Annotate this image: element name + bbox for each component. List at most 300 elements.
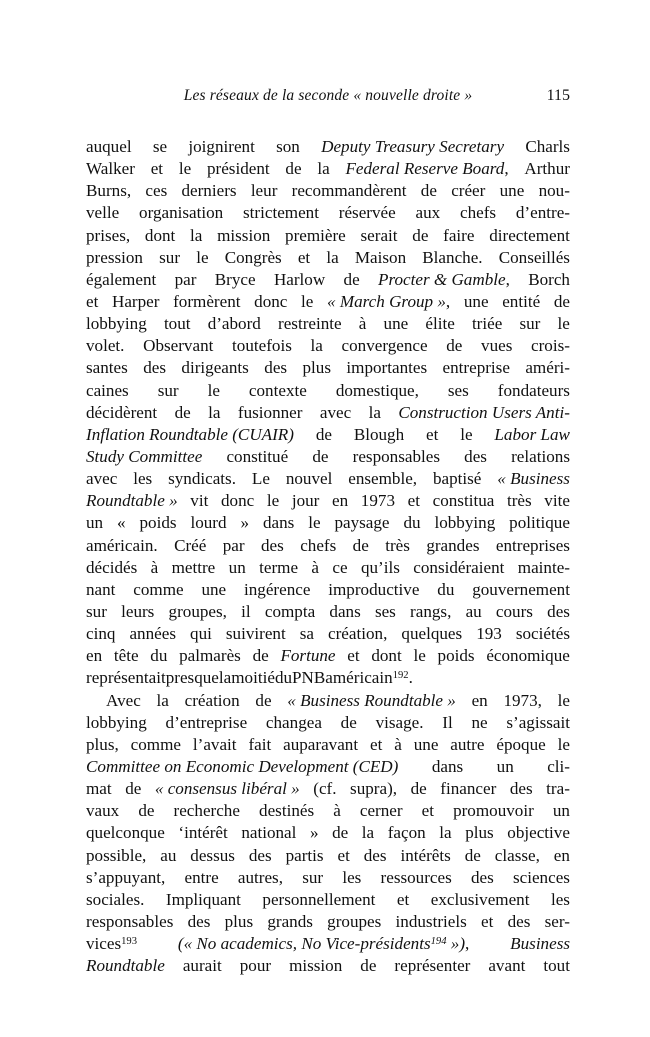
- text-word: exclusivement: [430, 889, 530, 909]
- text-word: de: [332, 823, 349, 843]
- text-word: et: [396, 889, 410, 909]
- text-word: entreprise: [442, 358, 510, 378]
- text-word: le: [460, 424, 473, 444]
- text-word: supra),: [350, 779, 398, 799]
- text-word: promouvoir: [453, 801, 534, 821]
- text-word: représenter: [394, 956, 471, 976]
- text-word: suivirent: [225, 624, 286, 644]
- text-word: dans: [329, 601, 361, 621]
- text-word: Maison: [354, 247, 407, 267]
- text-word: Burns,: [86, 181, 132, 201]
- text-line: [86, 490, 570, 512]
- text-word: pour: [239, 956, 272, 976]
- text-word: tête: [113, 646, 139, 666]
- text-word: vit: [190, 491, 209, 511]
- text-word: de: [446, 336, 463, 356]
- text-word: vaux: [86, 801, 120, 821]
- text-word: (cf.: [313, 779, 337, 799]
- text-word: il: [241, 601, 251, 621]
- text-word: sociétés: [515, 624, 570, 644]
- text-word: contexte: [248, 380, 307, 400]
- text-line: [86, 225, 570, 247]
- text-word: leur: [250, 181, 278, 201]
- text-word: des: [509, 779, 533, 799]
- text-word: domestique,: [335, 380, 419, 400]
- text-word: lobbying: [86, 314, 147, 334]
- text-word: Business: [510, 934, 570, 954]
- text-word: fondateurs: [497, 380, 570, 400]
- text-word: baptisé: [432, 469, 482, 489]
- text-word: mat: [86, 779, 112, 799]
- text-word: cours: [495, 601, 533, 621]
- text-word: compta: [264, 601, 316, 621]
- text-word: ressources: [380, 867, 452, 887]
- text-word: lobbying: [86, 712, 147, 732]
- text-line: [86, 955, 570, 977]
- text-word: syndicats.: [168, 469, 236, 489]
- text-word: aux: [415, 203, 441, 223]
- text-word: derniers: [181, 181, 237, 201]
- text-word: moitié: [231, 668, 275, 688]
- text-word: d’abord: [207, 314, 261, 334]
- text-word: Roundtable »: [86, 491, 178, 511]
- text-word: également: [86, 269, 157, 289]
- text-word: tout: [163, 314, 191, 334]
- text-word: de: [412, 225, 429, 245]
- text-word: le: [557, 314, 570, 334]
- text-word: entre: [184, 867, 219, 887]
- text-word: de: [553, 291, 570, 311]
- text-word: « consensus libéral »: [154, 779, 300, 799]
- text-line: [86, 357, 570, 379]
- text-word: Harper: [112, 291, 160, 311]
- text-word: les: [550, 889, 570, 909]
- text-word: Le: [251, 469, 270, 489]
- text-word: triée: [471, 314, 503, 334]
- running-head: [86, 87, 570, 109]
- text-word: responsables: [86, 911, 174, 931]
- text-line: [86, 667, 570, 689]
- text-word: groupes,: [168, 601, 227, 621]
- text-word: de: [464, 845, 481, 865]
- text-word: « Business: [497, 469, 570, 489]
- text-word: une: [383, 314, 409, 334]
- text-word: cerner: [359, 801, 403, 821]
- text-word: ne: [471, 712, 488, 732]
- text-line: [86, 136, 570, 158]
- text-word: dessus: [190, 845, 235, 865]
- text-word: des: [547, 601, 570, 621]
- text-word: d’entre-: [515, 203, 570, 223]
- text-word: le: [207, 380, 220, 400]
- text-word: plus: [224, 911, 254, 931]
- text-word: de: [255, 690, 272, 710]
- text-word: cinq: [86, 624, 116, 644]
- text-word: Blough: [353, 424, 405, 444]
- text-word: la: [368, 402, 381, 422]
- text-word: de: [252, 646, 269, 666]
- text-word: une: [499, 181, 525, 201]
- text-word: de: [315, 424, 332, 444]
- text-word: avec: [319, 402, 352, 422]
- text-word: lobbying: [434, 513, 496, 533]
- text-word: Fortune: [280, 646, 336, 666]
- text-word: la: [439, 823, 452, 843]
- text-word: 1973,: [503, 690, 542, 710]
- text-word: prises,: [86, 225, 131, 245]
- text-word: Construction Users Anti-: [398, 402, 570, 422]
- text-word: autre: [450, 734, 485, 754]
- text-word: Créé: [174, 535, 207, 555]
- text-word: une: [201, 579, 227, 599]
- text-word: de: [312, 446, 329, 466]
- text-word: dans: [431, 756, 464, 776]
- text-line: [86, 690, 570, 712]
- text-word: intérêts: [400, 845, 451, 865]
- text-line: [86, 269, 570, 291]
- text-word: ingérence: [243, 579, 311, 599]
- text-line: [86, 800, 570, 822]
- text-word: la: [361, 823, 375, 843]
- text-word: les: [342, 867, 362, 887]
- text-word: sur: [302, 867, 324, 887]
- text-line: [86, 601, 570, 623]
- text-word: le: [557, 690, 570, 710]
- text-word: »: [240, 513, 250, 533]
- text-word: ses: [447, 380, 469, 400]
- text-word: Walker: [86, 159, 135, 179]
- text-word: nouvel: [285, 469, 333, 489]
- text-word: strictement: [243, 203, 319, 223]
- text-line: [86, 535, 570, 557]
- text-word: quelconque: [86, 823, 165, 843]
- text-word: Study Committee: [86, 446, 203, 466]
- text-word: »: [309, 823, 319, 843]
- text-word: des: [264, 358, 288, 378]
- text-word: personnellement: [262, 889, 376, 909]
- text-word: Blanche.: [422, 247, 483, 267]
- text-word: représentait: [86, 668, 166, 688]
- text-word: Bryce: [214, 269, 256, 289]
- text-word: considéraient: [413, 557, 505, 577]
- text-word: dans: [262, 513, 295, 533]
- text-word: de: [285, 159, 302, 179]
- text-word: en: [553, 845, 570, 865]
- text-word: réservée: [338, 203, 396, 223]
- text-word: fusionner: [237, 402, 303, 422]
- text-word: du: [437, 579, 455, 599]
- text-word: poids: [437, 646, 475, 666]
- text-word: la: [310, 336, 323, 356]
- text-line: [86, 158, 570, 180]
- text-line: [86, 180, 570, 202]
- text-word: d’entreprise: [165, 712, 248, 732]
- text-word: et: [426, 424, 439, 444]
- text-word: Inflation Roundtable (CUAIR): [86, 424, 294, 444]
- text-word: changea: [265, 712, 322, 732]
- text-word: possible,: [86, 845, 147, 865]
- text-word: destinés: [259, 801, 315, 821]
- text-word: économique: [486, 646, 570, 666]
- text-word: création: [184, 690, 240, 710]
- body-text-block: [86, 136, 570, 977]
- text-word: ‘intérêt: [178, 823, 228, 843]
- text-line: [86, 512, 570, 534]
- text-word: très: [385, 535, 410, 555]
- text-word: donc: [220, 491, 255, 511]
- text-word: santes: [86, 358, 128, 378]
- text-word: formèrent: [173, 291, 241, 311]
- text-word: à: [358, 314, 367, 334]
- text-word: très: [506, 491, 532, 511]
- text-word: ses: [374, 601, 396, 621]
- text-word: mission: [217, 225, 271, 245]
- text-word: entreprises: [495, 535, 570, 555]
- text-word: au: [160, 845, 177, 865]
- text-word: organisation: [139, 203, 224, 223]
- text-word: quelques: [401, 624, 463, 644]
- text-word: des: [143, 358, 166, 378]
- text-word: à: [311, 557, 320, 577]
- text-word: plus: [465, 823, 494, 843]
- text-word: jour: [291, 491, 320, 511]
- text-word: de: [340, 712, 357, 732]
- text-word: objective: [507, 823, 570, 843]
- text-word: de: [343, 269, 360, 289]
- text-word: et: [337, 845, 350, 865]
- text-word: partis: [285, 845, 324, 865]
- text-word: de: [410, 779, 427, 799]
- text-word: de: [125, 779, 142, 799]
- text-word: mission: [289, 956, 343, 976]
- text-word: en: [471, 690, 488, 710]
- text-line: [86, 712, 570, 734]
- text-word: sa: [299, 624, 314, 644]
- text-word: restreinte: [278, 314, 342, 334]
- text-word: du: [403, 513, 421, 533]
- text-word: se: [152, 137, 168, 156]
- text-word: décidèrent: [86, 402, 158, 422]
- text-word: improductive: [328, 579, 420, 599]
- text-word: le: [557, 734, 570, 754]
- text-word: terme: [259, 557, 299, 577]
- text-word: au: [465, 601, 482, 621]
- text-word: faire: [443, 225, 475, 245]
- text-word: une: [413, 734, 439, 754]
- page-number: 115: [546, 87, 570, 104]
- text-word: comme: [130, 734, 181, 754]
- text-word: des: [363, 845, 387, 865]
- text-word: recommandèrent: [291, 181, 407, 201]
- text-word: Federal Reserve Board,: [345, 159, 509, 179]
- text-word: tout: [543, 956, 570, 976]
- text-word: relations: [511, 446, 570, 466]
- text-word: auparavant: [283, 734, 359, 754]
- text-word: nant: [86, 579, 116, 599]
- text-word: le: [196, 247, 209, 267]
- text-word: paysage: [334, 513, 390, 533]
- text-word: groupes: [327, 911, 382, 931]
- text-word: sur: [519, 314, 541, 334]
- text-word: chefs: [460, 203, 497, 223]
- text-line: [86, 424, 570, 446]
- text-word: la: [190, 225, 203, 245]
- text-line: [86, 380, 570, 402]
- text-word: constitua: [432, 491, 495, 511]
- text-word: sur: [157, 380, 179, 400]
- text-word: la: [326, 247, 339, 267]
- text-word: le: [178, 159, 192, 179]
- text-word: Impliquant: [165, 889, 241, 909]
- text-word: la: [208, 402, 221, 422]
- text-line: [86, 579, 570, 601]
- text-word: élite: [425, 314, 455, 334]
- text-word: créer: [451, 181, 486, 201]
- text-word: avec: [86, 469, 118, 489]
- text-word: et: [421, 801, 434, 821]
- text-line: [86, 933, 570, 955]
- text-line: [86, 446, 570, 468]
- text-word: et: [481, 911, 494, 931]
- text-word: auquel: [86, 137, 132, 156]
- text-word: améri-: [525, 358, 570, 378]
- text-word: comme: [133, 579, 184, 599]
- text-word: vite: [544, 491, 570, 511]
- text-word: velle: [86, 203, 120, 223]
- text-word: tra-: [546, 779, 570, 799]
- text-word: visage.: [375, 712, 424, 732]
- text-word: à: [394, 734, 402, 754]
- text-word: convergence: [341, 336, 428, 356]
- text-word: son: [276, 137, 300, 156]
- text-word: un: [496, 756, 514, 776]
- text-word: du: [150, 646, 168, 666]
- text-word: directement: [489, 225, 570, 245]
- text-word: en: [332, 491, 349, 511]
- text-word: de: [174, 402, 191, 422]
- text-word: responsables: [352, 446, 440, 466]
- text-word: volet.: [86, 336, 125, 356]
- text-word: années: [129, 624, 176, 644]
- text-word: création,: [328, 624, 388, 644]
- text-word: plus,: [86, 734, 119, 754]
- text-word: entité: [502, 291, 541, 311]
- text-line: [86, 202, 570, 224]
- text-word: mainte-: [517, 557, 570, 577]
- text-word: leurs: [121, 601, 155, 621]
- text-word: « March Group »,: [327, 291, 451, 311]
- text-word: Deputy Treasury Secretary: [321, 137, 505, 156]
- text-line: [86, 468, 570, 490]
- text-line: [86, 867, 570, 889]
- text-line: [86, 778, 570, 800]
- text-word: palmarès: [179, 646, 241, 666]
- text-word: financer: [440, 779, 497, 799]
- text-word: par: [222, 535, 245, 555]
- text-word: des: [464, 446, 487, 466]
- text-word: Observant: [143, 336, 214, 356]
- text-word: Borch: [528, 269, 570, 289]
- text-word: américain$^{192}$.: [325, 668, 413, 688]
- text-word: du: [274, 668, 293, 688]
- text-word: lourd: [190, 513, 227, 533]
- text-line: [86, 822, 570, 844]
- running-head-title: Les réseaux de la seconde « nouvelle droite »: [183, 87, 473, 104]
- text-word: en: [86, 646, 103, 666]
- text-word: joignirent: [188, 137, 255, 156]
- text-word: à: [150, 557, 159, 577]
- text-word: dont: [144, 225, 176, 245]
- text-word: national: [241, 823, 297, 843]
- text-word: de: [420, 181, 437, 201]
- text-word: et: [347, 646, 360, 666]
- text-word: ces: [145, 181, 168, 201]
- text-word: Labor Law: [494, 424, 570, 444]
- text-word: le: [301, 291, 314, 311]
- text-word: Conseillés: [498, 247, 570, 267]
- text-word: et: [407, 491, 420, 511]
- text-word: gouvernement: [472, 579, 570, 599]
- text-word: classe,: [494, 845, 540, 865]
- text-word: le: [413, 646, 426, 666]
- text-word: un: [228, 557, 246, 577]
- text-word: sur: [86, 601, 107, 621]
- text-word: la: [218, 668, 232, 688]
- text-word: «: [117, 513, 126, 533]
- text-word: de: [138, 801, 155, 821]
- text-line: [86, 911, 570, 933]
- text-word: à: [333, 801, 341, 821]
- text-word: rangs,: [410, 601, 452, 621]
- text-word: grands: [267, 911, 313, 931]
- text-line: [86, 557, 570, 579]
- text-word: ensemble,: [348, 469, 418, 489]
- text-word: pression: [86, 247, 143, 267]
- text-word: s’appuyant,: [86, 867, 166, 887]
- text-word: recherche: [173, 801, 240, 821]
- text-word: les: [133, 469, 153, 489]
- text-word: industriels: [395, 911, 467, 931]
- text-word: des: [187, 911, 211, 931]
- text-word: dirigeants: [181, 358, 249, 378]
- text-line: [86, 313, 570, 335]
- text-word: crois-: [531, 336, 570, 356]
- text-line: [86, 845, 570, 867]
- text-line: [86, 247, 570, 269]
- text-word: sur: [159, 247, 181, 267]
- text-word: chefs: [300, 535, 337, 555]
- text-word: Arthur: [524, 159, 570, 179]
- text-word: 193: [476, 624, 502, 644]
- text-word: autres,: [237, 867, 283, 887]
- text-word: plus: [302, 358, 331, 378]
- text-word: toutefois: [232, 336, 292, 356]
- text-word: et: [150, 159, 164, 179]
- text-word: politique: [509, 513, 570, 533]
- text-word: décidés: [86, 557, 138, 577]
- text-word: vues: [481, 336, 513, 356]
- text-line: [86, 889, 570, 911]
- text-word: caines: [86, 380, 129, 400]
- text-word: importantes: [346, 358, 428, 378]
- text-word: dont: [371, 646, 402, 666]
- text-word: l’avait: [192, 734, 237, 754]
- text-word: Harlow: [273, 269, 326, 289]
- text-word: ser-: [544, 911, 570, 931]
- text-word: de: [352, 535, 369, 555]
- text-word: vices$^{193}$: [86, 934, 138, 954]
- text-line: [86, 756, 570, 778]
